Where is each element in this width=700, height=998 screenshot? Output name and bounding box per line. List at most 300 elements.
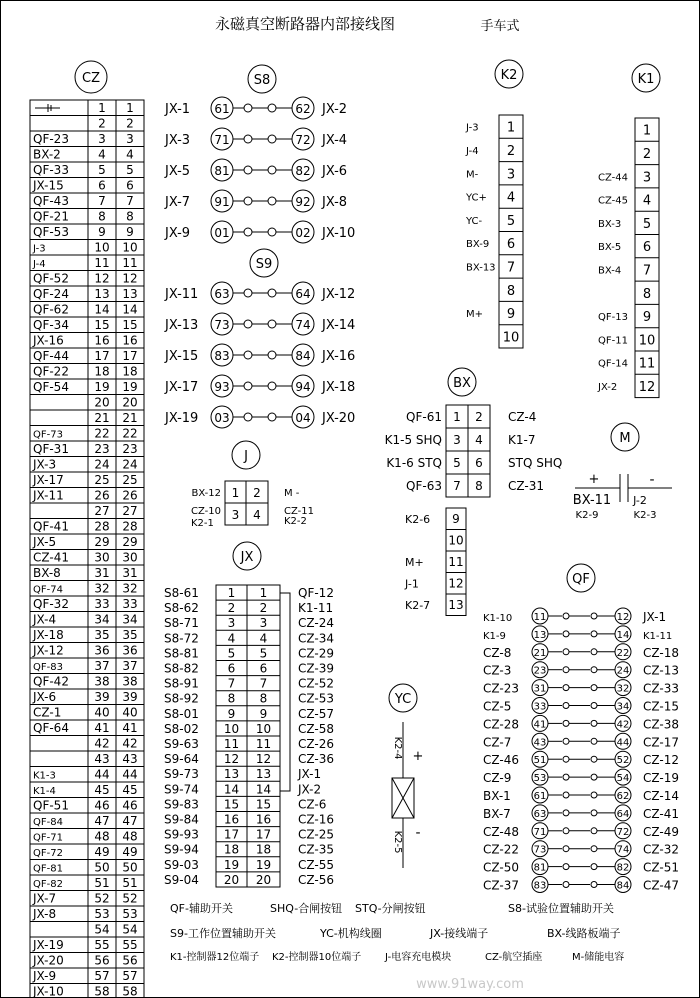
legend-item: JX-接线端子 [430,927,489,940]
s8-contact-number: 01 [214,226,230,240]
jx-pin: 14 [223,782,240,797]
s9-contact-number: 03 [214,411,230,425]
qf-wire-label: CZ-37 [483,878,519,893]
cz-pin: 8 [98,209,106,224]
cz-pin: 50 [94,860,110,875]
qf-contact-number: 74 [616,844,630,856]
cz-pin: 24 [122,457,138,472]
jx-wire-label: S9-84 [164,812,199,827]
bx-pin: 3 [453,433,461,447]
cz-wire-label: BX-2 [33,147,61,162]
cz-pin: 56 [94,953,110,968]
jx-wire-label: S8-72 [164,631,199,646]
qf-contact-number: 31 [533,683,547,695]
k2-pin: 8 [506,283,516,299]
k2-pin: 10 [502,330,520,346]
jx-wire-label: CZ-57 [298,706,334,721]
cz-pin: 51 [122,876,138,890]
jx-wire-label: CZ-39 [298,661,334,676]
k2-wire-label: M- [466,169,479,181]
k2-wire-label: BX-9 [466,239,490,251]
m-wire-label: J-2 [633,494,647,507]
cz-wire-label: JX-17 [33,473,64,487]
legend-item: K2-控制器10位端子 [272,952,362,963]
s8-wire-label: JX-4 [322,133,348,148]
k1-pin: 6 [642,240,652,256]
cz-wire-label: JX-12 [33,643,64,658]
yc-minus: - [415,825,421,841]
bx-wire-label: QF-63 [406,479,442,493]
s9-wire-label: JX-11 [165,287,199,302]
s8-contact-number: 02 [295,226,311,240]
jx-wire-label: S8-92 [164,691,199,706]
s8-wire-label: JX-6 [322,164,348,179]
cz-pin: 57 [122,969,138,983]
j-pin: 3 [231,508,240,522]
cz-pin: 50 [122,860,138,875]
jx-wire-label: S8-71 [164,616,199,631]
jx-pin: 10 [223,721,240,736]
cz-pin: 21 [122,411,138,425]
bx-pin: 11 [448,555,464,569]
legend-item: CZ-航空插座 [485,952,543,963]
cz-pin: 26 [94,488,110,503]
qf-wire-label: CZ-5 [483,699,512,714]
k2-pin: 4 [506,190,516,206]
cz-wire-label: QF-24 [33,287,69,301]
qf-wire-label: K1-11 [643,630,673,642]
k1-pin: 7 [642,263,652,279]
cz-wire-label: JX-18 [33,628,64,642]
k2-wire-label: J-4 [466,145,479,157]
qf-wire-label: CZ-33 [643,681,679,696]
cz-pin: 47 [122,814,138,828]
qf-contact-number: 83 [533,880,547,892]
qf-wire-label: CZ-15 [643,699,679,714]
cz-pin: 2 [126,116,134,131]
jx-wire-label: S9-03 [164,857,199,872]
bx-wire-label: J-1 [405,577,419,591]
k2-pin: 9 [506,307,516,323]
jx-pin: 7 [259,676,268,691]
k2-header-label: K2 [500,68,518,83]
cz-wire-label: JX-20 [33,953,64,968]
cz-pin: 41 [122,721,138,735]
jx-wire-label: S9-63 [164,737,199,751]
bx-pin: 7 [453,479,461,493]
cz-wire-label: J-3 [33,243,46,255]
qf-contact-number: 63 [533,808,547,820]
k1-pin: 12 [638,379,656,395]
s9-contact-number: 93 [214,380,230,394]
cz-pin: 26 [122,488,138,503]
cz-pin: 23 [122,442,138,456]
qf-contact-number: 73 [533,844,547,856]
jx-wire-label: S9-93 [164,827,199,842]
jx-pin: 6 [227,661,236,676]
qf-wire-label: CZ-32 [643,842,679,857]
yc-header-label: YC [394,692,412,707]
qf-contact-number: 42 [616,719,630,731]
cz-wire-label: QF-52 [33,271,69,286]
cz-pin: 55 [94,938,110,952]
cz-wire-label: QF-53 [33,225,69,239]
k2-pin: 1 [506,120,516,136]
jx-pin: 19 [255,857,272,872]
cz-pin: 21 [94,411,110,425]
j-wire-label: K2-1 [191,518,214,529]
legend-item: QF-辅助开关 [170,902,233,915]
jx-pin: 9 [259,706,268,721]
cz-pin: 18 [94,364,110,379]
cz-wire-label: JX-8 [33,907,57,921]
jx-pin: 4 [259,631,268,646]
jx-pin: 11 [223,737,240,751]
cz-pin: 1 [126,101,134,115]
s8-contact-number: 82 [295,164,311,178]
jx-pin: 19 [223,857,240,872]
cz-pin: 37 [122,659,138,673]
qf-contact-number: 33 [533,701,547,713]
cz-pin: 19 [122,380,138,394]
legend-item: M-储能电容 [572,952,625,963]
jx-wire-label: S8-62 [164,601,199,616]
cz-pin: 14 [122,302,138,317]
jx-wire-label: CZ-55 [298,857,334,872]
cz-pin: 1 [98,101,106,115]
cz-wire-label: QF-44 [33,349,69,363]
k1-header-label: K1 [637,72,655,87]
bx-wire-label: CZ-4 [508,410,537,424]
cz-pin: 46 [122,798,138,813]
cz-pin: 43 [122,752,138,766]
bx-header-label: BX [453,376,471,391]
cz-pin: 15 [94,318,110,332]
cz-wire-label: QF-72 [33,848,63,859]
legend-item: S8-试验位置辅助开关 [508,902,614,915]
s9-wire-label: JX-17 [165,380,199,395]
cz-pin: 46 [94,798,110,813]
cz-pin: 8 [126,209,134,224]
cz-pin: 43 [94,752,110,766]
bx-pin: 2 [475,410,483,424]
cz-pin: 52 [94,891,110,906]
cz-pin: 48 [94,829,110,844]
cz-wire-label: JX-9 [33,969,57,983]
cz-wire-label: JX-16 [33,333,64,348]
jx-wire-label: CZ-56 [298,872,334,887]
qf-contact-number: 62 [616,791,630,802]
cz-pin: 39 [122,690,138,704]
cz-pin: 25 [94,473,110,487]
qf-contact-number: 64 [616,808,630,820]
cz-pin: 20 [94,395,110,410]
qf-wire-label: CZ-49 [643,824,679,839]
s8-wire-label: JX-5 [165,164,191,179]
cz-pin: 54 [94,922,110,937]
j-wire-label: CZ-11 [284,506,314,517]
cz-wire-label: QF-64 [33,721,69,735]
cz-pin: 31 [122,566,138,580]
cz-pin: 10 [122,240,138,255]
qf-contact-number: 72 [616,826,630,838]
s8-wire-label: JX-2 [322,102,348,117]
k1-pin: 1 [642,123,652,139]
k1-wire-label: QF-13 [598,312,628,324]
cz-pin: 14 [94,302,110,317]
qf-contact-number: 11 [533,612,547,623]
cz-pin: 32 [94,581,110,596]
cz-pin: 13 [122,287,138,301]
qf-wire-label: CZ-8 [483,645,512,660]
bx-wire-label: CZ-31 [508,479,544,493]
jx-wire-label: JX-2 [298,782,322,797]
cz-pin: 56 [122,953,138,968]
jx-pin: 7 [227,676,236,691]
cz-wire-label: JX-10 [33,984,64,998]
qf-contact-number: 21 [533,647,547,659]
m-wire-label: BX-11 [572,493,612,508]
jx-wire-label: S9-73 [164,767,199,782]
bx-pin: 12 [448,576,464,591]
jx-pin: 18 [223,842,240,857]
jx-pin: 8 [259,691,268,706]
s9-contact-number: 64 [295,287,311,301]
bx-wire-label: K1-6 STQ [386,456,442,470]
jx-wire-label: CZ-16 [298,812,334,827]
cz-pin: 35 [122,628,138,642]
cz-wire-label: QF-41 [33,519,69,534]
s8-contact-number: 62 [295,102,311,116]
cz-pin: 40 [94,705,110,720]
jx-pin: 13 [255,767,272,782]
cz-pin: 4 [126,147,134,162]
s9-wire-label: JX-14 [322,318,356,333]
cz-pin: 36 [122,643,138,658]
cz-pin: 20 [122,395,138,410]
qf-wire-label: CZ-22 [483,842,519,857]
jx-wire-label: CZ-53 [298,691,334,706]
cz-pin: 7 [126,194,134,208]
cz-wire-label: QF-22 [33,364,69,379]
cz-wire-label: QF-83 [33,662,63,673]
s9-contact-number: 63 [214,287,230,301]
jx-pin: 16 [255,812,272,827]
bx-pin: 9 [452,512,460,526]
qf-wire-label: CZ-13 [643,663,679,678]
cz-pin: 22 [122,426,138,441]
cz-wire-label: QF-21 [33,209,69,224]
cz-wire-label: JX-3 [33,457,57,472]
jx-wire-label: S9-74 [164,782,199,797]
s9-contact-number: 73 [214,318,230,332]
k1-pin: 2 [642,146,652,162]
k2-wire-label: BX-13 [466,262,496,274]
qf-wire-label: CZ-19 [643,771,679,786]
k1-pin: 11 [638,356,656,372]
qf-wire-label: CZ-7 [483,735,512,750]
jx-pin: 3 [259,616,268,631]
cz-wire-label: QF-32 [33,597,69,611]
s9-contact-number: 04 [295,411,311,425]
m-header-label: M [619,431,631,446]
jx-pin: 1 [259,586,268,600]
jx-header-label: JX [240,550,254,565]
legend-item: K1-控制器12位端子 [170,952,260,963]
cz-wire-label: K1-3 [33,770,56,782]
cz-wire-label: JX-15 [33,178,64,193]
k1-pin: 10 [638,333,656,349]
cz-pin: 39 [94,690,110,704]
jx-pin: 1 [227,586,236,600]
jx-pin: 20 [223,872,240,887]
cz-pin: 16 [122,333,138,348]
qf-wire-label: CZ-51 [643,860,679,875]
qf-contact-number: 23 [533,665,547,677]
cz-wire-label: JX-5 [33,535,57,549]
cz-pin: 3 [126,132,134,146]
cz-pin: 54 [122,922,138,937]
cz-wire-label: QF-31 [33,442,69,456]
cz-pin: 33 [122,597,138,611]
cz-wire-label: QF-81 [33,863,63,875]
cz-pin: 19 [94,380,110,394]
s8-contact-number: 71 [214,133,230,147]
k2-wire-label: YC+ [466,192,487,204]
m-plus: + [588,472,600,487]
cz-pin: 4 [98,147,106,162]
cz-pin: 55 [122,938,138,952]
qf-contact-number: 84 [616,880,630,892]
j-pin: 2 [253,486,261,500]
j-wire-label: M - [284,488,300,499]
cz-pin: 28 [122,519,138,534]
cz-wire-label: K1-4 [33,786,56,797]
cz-pin: 17 [94,349,110,363]
jx-pin: 5 [259,646,268,661]
qf-wire-label: CZ-9 [483,771,512,786]
qf-contact-number: 13 [533,629,547,641]
qf-contact-number: 71 [533,826,547,838]
k2-pin: 3 [506,167,516,183]
qf-wire-label: CZ-14 [643,789,679,803]
qf-contact-number: 34 [616,701,630,713]
k1-wire-label: CZ-44 [598,172,628,184]
cz-wire-label: QF-43 [33,194,69,208]
cz-wire-label: QF-74 [33,584,63,596]
cz-pin: 18 [122,364,138,379]
jx-wire-label: CZ-29 [298,646,334,661]
cz-wire-label: JX-4 [33,612,57,627]
jx-wire-label: CZ-58 [298,721,334,736]
cz-pin: 28 [94,519,110,534]
cz-wire-label: JX-7 [33,891,57,906]
jx-pin: 17 [223,827,240,842]
jx-pin: 15 [255,797,272,812]
jx-wire-label: CZ-35 [298,842,334,857]
s9-wire-label: JX-18 [322,380,356,395]
bx-pin: 13 [448,598,464,612]
cz-pin: 30 [94,550,110,565]
yc-wire-label: K2-4 [392,736,403,760]
k1-wire-label: QF-14 [598,358,628,370]
bx-wire-label: STQ SHQ [508,456,563,470]
cz-pin: 29 [122,535,138,549]
cz-pin: 49 [94,845,110,859]
cz-wire-label: QF-23 [33,132,69,146]
qf-contact-number: 41 [533,719,547,731]
cz-pin: 36 [94,643,110,658]
watermark: www.91way.com [416,977,524,992]
jx-pin: 9 [227,706,236,721]
cz-pin: 53 [94,907,110,921]
j-pin: 4 [253,508,261,522]
yc-wire-label: K2-5 [392,830,403,854]
qf-wire-label: CZ-38 [643,717,679,732]
jx-pin: 18 [255,842,272,857]
jx-wire-label: S8-82 [164,661,199,676]
cz-wire-label: JX-19 [33,938,64,952]
jx-pin: 3 [227,616,236,631]
cz-pin: 34 [122,612,138,627]
bx-wire-label: K1-5 SHQ [384,433,442,447]
bx-pin: 6 [475,456,483,470]
j-wire-label: K2-2 [284,516,307,527]
yc-plus: + [412,749,424,764]
s9-wire-label: JX-12 [322,287,356,302]
qf-wire-label: JX-1 [643,610,667,624]
cz-pin: 51 [94,876,110,890]
s8-wire-label: JX-8 [322,195,348,210]
k1-wire-label: JX-2 [598,381,618,393]
qf-header-label: QF [572,572,590,587]
j-wire-label: BX-12 [191,488,221,499]
bx-pin: 1 [453,410,461,424]
k2-pin: 5 [506,213,516,229]
cz-pin: 13 [94,287,110,301]
k1-wire-label: QF-11 [598,335,628,347]
cz-wire-label: QF-82 [33,879,63,890]
cz-header-label: CZ [82,71,100,86]
k1-wire-label: CZ-45 [598,195,628,207]
m-minus: - [649,472,655,488]
cz-pin: 16 [94,333,110,348]
cz-pin: 53 [122,907,138,921]
jx-pin: 6 [259,661,268,676]
k1-pin: 4 [642,193,652,209]
cz-pin: 2 [98,116,106,131]
jx-wire-label: S8-01 [164,706,199,721]
qf-wire-label: CZ-12 [643,753,679,768]
cz-pin: 52 [122,891,138,906]
qf-wire-label: CZ-28 [483,717,519,732]
cz-pin: 27 [122,504,138,518]
cz-wire-label: QF-73 [33,429,63,441]
jx-wire-label: S9-83 [164,797,199,812]
jx-wire-label: CZ-25 [298,827,334,842]
cz-pin: 10 [94,240,110,255]
qf-wire-label: CZ-48 [483,824,519,839]
jx-wire-label: CZ-36 [298,752,334,767]
jx-wire-label: CZ-34 [298,631,334,646]
cz-pin: 5 [98,163,106,177]
s9-contact-number: 74 [295,318,311,332]
cz-pin: 17 [122,349,138,363]
bx-pin: 8 [475,479,483,493]
jx-pin: 15 [223,797,240,812]
jx-wire-label: S8-91 [164,676,199,691]
cz-pin: 45 [122,783,138,797]
